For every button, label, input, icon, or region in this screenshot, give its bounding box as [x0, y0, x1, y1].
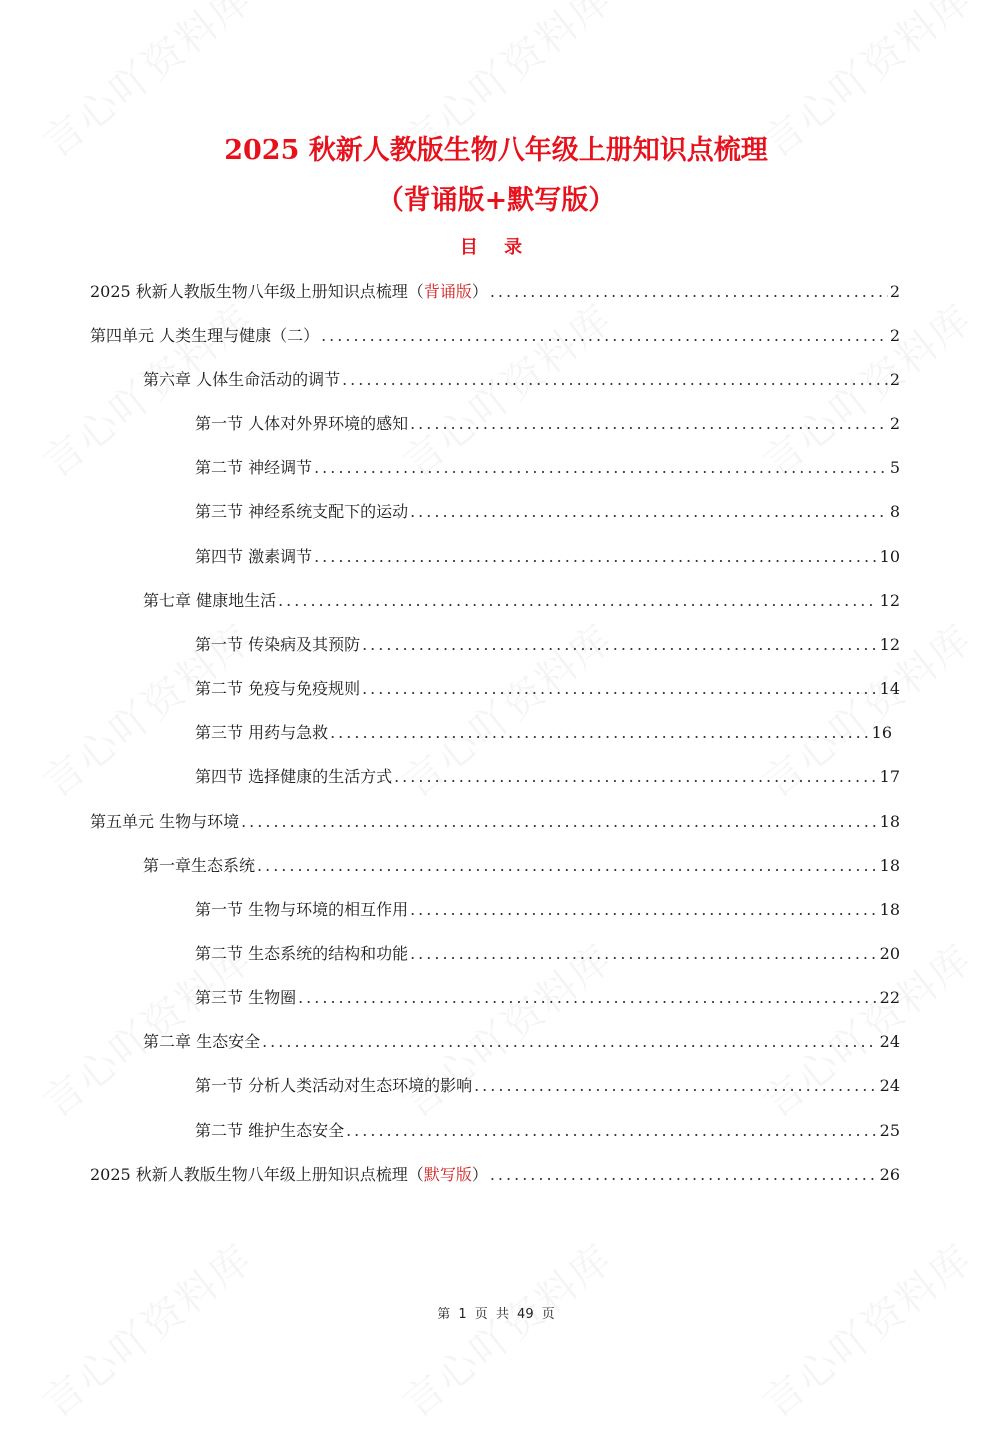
toc-entry-page: 24	[879, 1032, 900, 1051]
toc-entry[interactable]	[195, 1074, 900, 1098]
toc-entry[interactable]	[195, 1119, 900, 1143]
dot-leader	[410, 942, 878, 966]
toc-entry-label: 第四节 选择健康的生活方式	[195, 767, 393, 786]
toc-entry[interactable]	[90, 280, 900, 304]
dot-leader	[241, 810, 878, 834]
toc-entry-label: 第七章 健康地生活	[143, 591, 277, 610]
toc-entry-label: 第二章 生态安全	[143, 1032, 261, 1051]
toc-entry[interactable]	[195, 721, 892, 745]
dot-leader	[298, 986, 878, 1010]
toc-entry[interactable]	[195, 545, 900, 569]
toc-entry[interactable]	[143, 368, 900, 392]
toc-entry-page: 12	[879, 591, 900, 610]
toc-entry[interactable]	[195, 765, 900, 789]
toc-entry-label: 第三节 用药与急救	[195, 723, 329, 742]
dot-leader	[474, 1074, 878, 1098]
toc-entry[interactable]	[195, 677, 900, 701]
dot-leader	[410, 500, 888, 524]
dot-leader	[342, 368, 888, 392]
watermark	[749, 1228, 983, 1428]
toc-entry-label: 2025 秋新人教版生物八年级上册知识点梳理（默写版）	[90, 1165, 488, 1184]
toc-entry-label: 第四单元 人类生理与健康（二）	[90, 326, 320, 345]
toc-entry-label: 第四节 激素调节	[195, 547, 313, 566]
toc-entry-page: 5	[889, 458, 900, 477]
toc-entry-highlight: 背诵版	[423, 282, 472, 301]
toc-entry-label: 2025 秋新人教版生物八年级上册知识点梳理（背诵版）	[90, 282, 488, 301]
dot-leader	[410, 898, 878, 922]
toc-entry-label: 第二节 免疫与免疫规则	[195, 679, 361, 698]
toc-entry-label: 第一节 分析人类活动对生态环境的影响	[195, 1076, 473, 1095]
toc-entry-page: 22	[879, 988, 900, 1007]
toc-entry[interactable]	[195, 456, 900, 480]
toc-entry-label: 第六章 人体生命活动的调节	[143, 370, 341, 389]
toc-entry[interactable]	[90, 810, 900, 834]
toc-entry-highlight: 默写版	[423, 1165, 472, 1184]
toc-entry-page: 17	[879, 767, 900, 786]
toc-entry-page: 14	[879, 679, 900, 698]
toc-entry-page: 20	[879, 944, 900, 963]
dot-leader	[490, 280, 888, 304]
toc-entry[interactable]	[195, 942, 900, 966]
toc-entry[interactable]	[90, 1163, 900, 1187]
toc-entry-label: 第一节 生物与环境的相互作用	[195, 900, 409, 919]
dot-leader	[394, 765, 878, 789]
toc-entry-page: 2	[889, 414, 900, 433]
dot-leader	[490, 1163, 878, 1187]
toc-entry-page: 18	[879, 812, 900, 831]
toc-entry[interactable]	[143, 854, 900, 878]
toc-heading: 目 录	[459, 237, 533, 258]
toc-entry-page: 2	[889, 370, 900, 389]
toc-entry-page: 2	[889, 326, 900, 345]
toc-entry-page: 8	[889, 502, 900, 521]
toc-entry-label: 第五单元 生物与环境	[90, 812, 240, 831]
toc-entry-label: 第一章生态系统	[143, 856, 256, 875]
dot-leader	[314, 545, 878, 569]
toc-entry-label: 第二节 生态系统的结构和功能	[195, 944, 409, 963]
toc-entry-page: 12	[879, 635, 900, 654]
dot-leader	[346, 1119, 878, 1143]
toc-entry[interactable]	[195, 412, 900, 436]
toc-entry[interactable]	[195, 633, 900, 657]
watermark	[389, 1228, 623, 1428]
toc-entry-page: 10	[879, 547, 900, 566]
dot-leader	[410, 412, 888, 436]
page-footer: 第 1 页 共 49 页	[437, 1307, 555, 1322]
toc-entry-page: 2	[889, 282, 900, 301]
toc-entry[interactable]	[195, 500, 900, 524]
toc-entry-label: 第二节 神经调节	[195, 458, 313, 477]
toc-entry-label: 第一节 人体对外界环境的感知	[195, 414, 409, 433]
document-subtitle: （背诵版+默写版）	[376, 185, 616, 216]
toc-entry-page: 24	[879, 1076, 900, 1095]
dot-leader	[362, 633, 878, 657]
dot-leader	[330, 721, 870, 745]
dot-leader	[257, 854, 878, 878]
toc-entry[interactable]	[143, 589, 900, 613]
toc-entry[interactable]	[90, 324, 900, 348]
toc-entry[interactable]	[195, 898, 900, 922]
document-title: 2025 秋新人教版生物八年级上册知识点梳理	[224, 135, 768, 166]
dot-leader	[314, 456, 888, 480]
watermark	[29, 1228, 263, 1428]
toc-entry-page: 26	[879, 1165, 900, 1184]
toc-entry[interactable]	[195, 986, 900, 1010]
toc-entry-page: 18	[879, 900, 900, 919]
toc-entry-label: 第三节 神经系统支配下的运动	[195, 502, 409, 521]
dot-leader	[262, 1030, 878, 1054]
toc-entry-label: 第一节 传染病及其预防	[195, 635, 361, 654]
toc-entry-label: 第三节 生物圈	[195, 988, 297, 1007]
toc-entry-page: 16	[871, 723, 892, 742]
dot-leader	[278, 589, 878, 613]
dot-leader	[362, 677, 878, 701]
toc-entry-page: 25	[879, 1121, 900, 1140]
toc-entry-page: 18	[879, 856, 900, 875]
dot-leader	[321, 324, 888, 348]
toc-entry-label: 第二节 维护生态安全	[195, 1121, 345, 1140]
toc-entry[interactable]	[143, 1030, 900, 1054]
